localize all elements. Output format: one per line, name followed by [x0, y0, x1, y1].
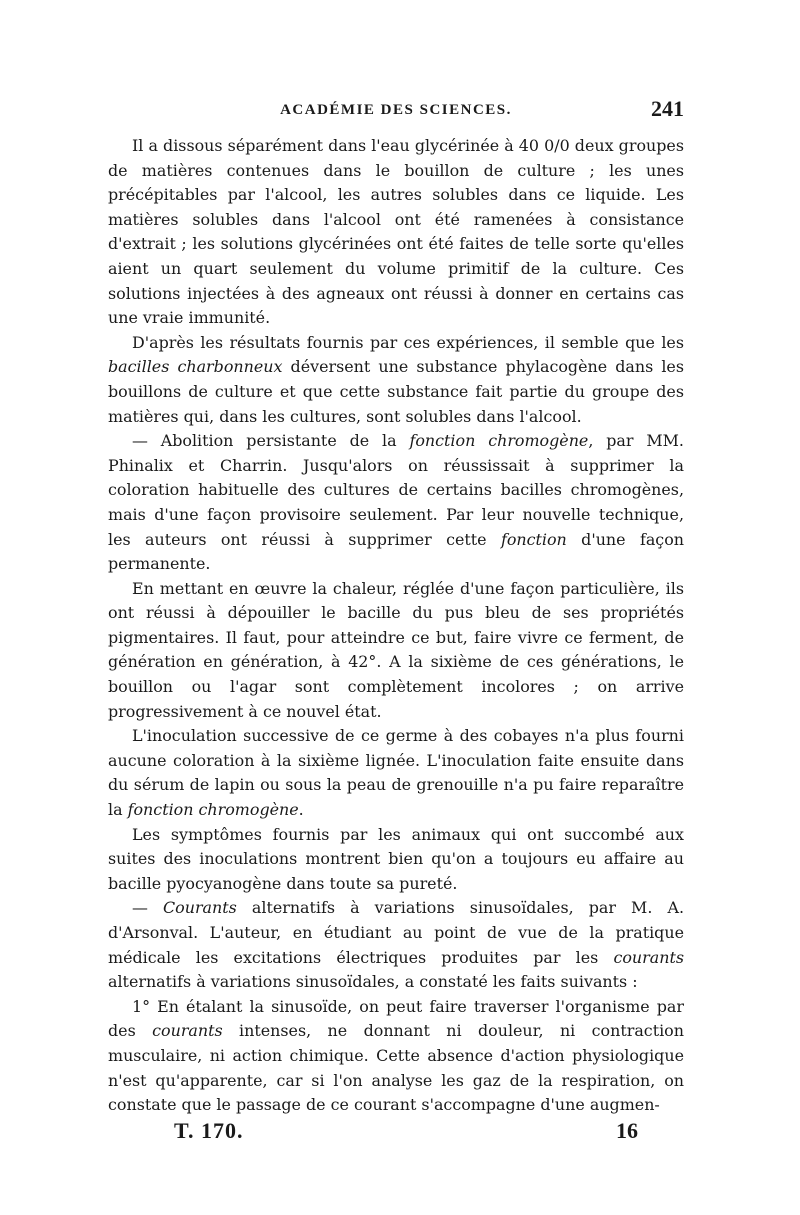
- text-run: D'après les résultats fournis par ces expériences, il semble que les: [132, 332, 684, 352]
- text-run: — Abolition persistante de la: [132, 431, 410, 451]
- paragraph: [108, 331, 684, 429]
- text-run: alternatifs à variations sinusoïdales, par M. A. d'Arsonval. L'auteur, en étudiant au point de vue de la pratique médicale les excitations électriques produites par les: [108, 898, 684, 967]
- text-run: —: [132, 898, 163, 918]
- text-run: d'une façon permanente.: [108, 529, 684, 574]
- text-run: Il a dissous séparément dans l'eau glycérinée à 40 0/0 deux groupes de matières contenues dans le bouillon de culture ; les unes précépitables par l'alcool, les autres solubles dans ce liquide. Les matières solubles dans l'alcool ont été ramenées à consistance d'extrait ; les solutions glycérinées ont été faites de telle sorte qu'elles aient un quart seulement du volume primitif de la culture. Ces solutions injectées à des agneaux ont réussi à donner en certains cas une vraie immunité.: [108, 136, 684, 328]
- text-run: , par MM. Phinalix et Charrin. Jusqu'alors on réussissait à supprimer la coloration habituelle des cultures de certains bacilles chromogènes, mais d'une façon provisoire seulement. Par leur nouvelle technique, les auteurs ont réussi à supprimer cette: [108, 431, 684, 549]
- paragraph: [108, 577, 684, 725]
- text-run: intenses, ne donnant ni douleur, ni contraction musculaire, ni action chimique. Cette absence d'action physiologique n'est qu'apparente, car si l'on analyse les gaz de la respiration, on constate que le passage de ce courant s'accompagne d'une augmen-: [108, 1021, 684, 1115]
- paragraph: [108, 823, 684, 897]
- page-header: [108, 94, 684, 128]
- paragraph: [108, 724, 684, 822]
- italic-term: Courants: [162, 898, 237, 918]
- italic-term: fonction chromogène: [409, 431, 589, 451]
- text-run: déversent une substance phylacogène dans les bouillons de culture et que cette substance fait partie du groupe des matières qui, dans les cultures, sont solubles dans l'alcool.: [108, 357, 684, 426]
- paragraph: [108, 995, 684, 1118]
- volume-signature: T. 170.: [174, 1118, 244, 1143]
- page-number: 241: [651, 96, 684, 121]
- text-run: L'inoculation successive de ce germe à des cobayes n'a plus fourni aucune coloration à la sixième lignée. L'inoculation faite ensuite dans du sérum de lapin ou sous la peau de grenouille n'a pu faire reparaître la: [108, 726, 684, 820]
- page-footer: [108, 1118, 684, 1148]
- paragraph: [108, 896, 684, 994]
- running-head: ACADÉMIE DES SCIENCES.: [280, 102, 512, 118]
- text-run: 1° En étalant la sinusoïde, on peut faire traverser l'organisme par des: [108, 996, 684, 1041]
- italic-term: fonction chromogène: [127, 800, 299, 820]
- paragraph: [108, 134, 684, 331]
- body-text: [108, 134, 684, 1118]
- italic-term: courants: [152, 1021, 223, 1041]
- italic-term: courants: [613, 947, 684, 967]
- signature-mark: 16: [616, 1118, 638, 1143]
- italic-term: bacilles charbonneux: [108, 357, 283, 377]
- italic-term: fonction: [500, 529, 567, 549]
- paragraph: [108, 429, 684, 577]
- text-run: alternatifs à variations sinusoïdales, a constaté les faits suivants :: [108, 972, 638, 992]
- text-run: .: [298, 800, 304, 820]
- text-run: En mettant en œuvre la chaleur, réglée d'une façon particulière, ils ont réussi à dépouiller le bacille du pus bleu de ses propriétés pigmentaires. Il faut, pour atteindre ce but, faire vivre ce ferment, de génération en génération, à 42°. A la sixième de ces générations, le bouillon ou l'agar sont complètement incolores ; on arrive progressivement à ce nouvel état.: [108, 578, 684, 721]
- text-run: Les symptômes fournis par les animaux qui ont succombé aux suites des inoculations montrent bien qu'on a toujours eu affaire au bacille pyocyanogène dans toute sa pureté.: [108, 824, 684, 893]
